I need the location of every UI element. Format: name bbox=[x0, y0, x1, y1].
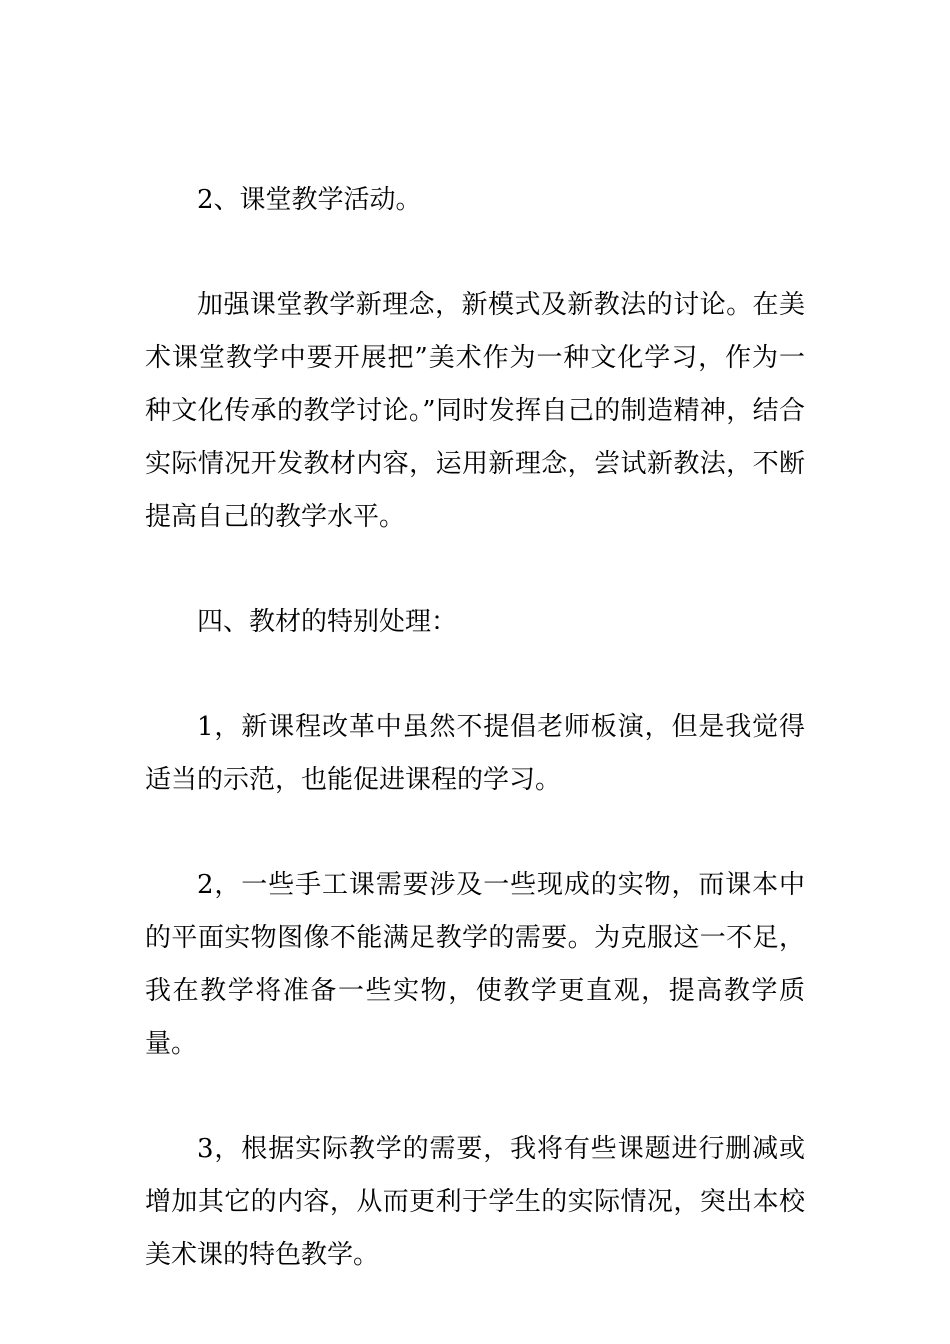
paragraph-spacer bbox=[145, 1071, 805, 1123]
paragraph-item-1: 1，新课程改革中虽然不提倡老师板演，但是我觉得适当的示范，也能促进课程的学习。 bbox=[145, 712, 805, 795]
paragraph-item-3: 3，根据实际教学的需要，我将有些课题进行删减或增加其它的内容，从而更利于学生的实际情况，突出本校美术课的特色教学。 bbox=[145, 1134, 805, 1270]
paragraph-item-2: 2，一些手工课需要涉及一些现成的实物，而课本中的平面实物图像不能满足教学的需要。为克服这一不足，我在教学将准备一些实物，使教学更直观，提高教学质量。 bbox=[145, 870, 805, 1059]
paragraph-spacer bbox=[145, 807, 805, 859]
paragraph-spacer bbox=[145, 227, 805, 279]
paragraph-spacer bbox=[145, 649, 805, 701]
paragraph-classroom-activities-body: 加强课堂教学新理念，新模式及新教法的讨论。在美术课堂教学中要开展把”美术作为一种文化学习，作为一种文化传承的教学讨论。”同时发挥自己的制造精神，结合实际情况开发教材内容，运用新理念，尝试新教法，不断提高自己的教学水平。 bbox=[145, 290, 805, 532]
section-heading-textbook-handling: 四、教材的特别处理： bbox=[197, 607, 458, 637]
document-body bbox=[145, 174, 805, 1282]
paragraph-classroom-activities-heading: 2、课堂教学活动。 bbox=[197, 185, 422, 215]
paragraph-spacer bbox=[145, 544, 805, 596]
